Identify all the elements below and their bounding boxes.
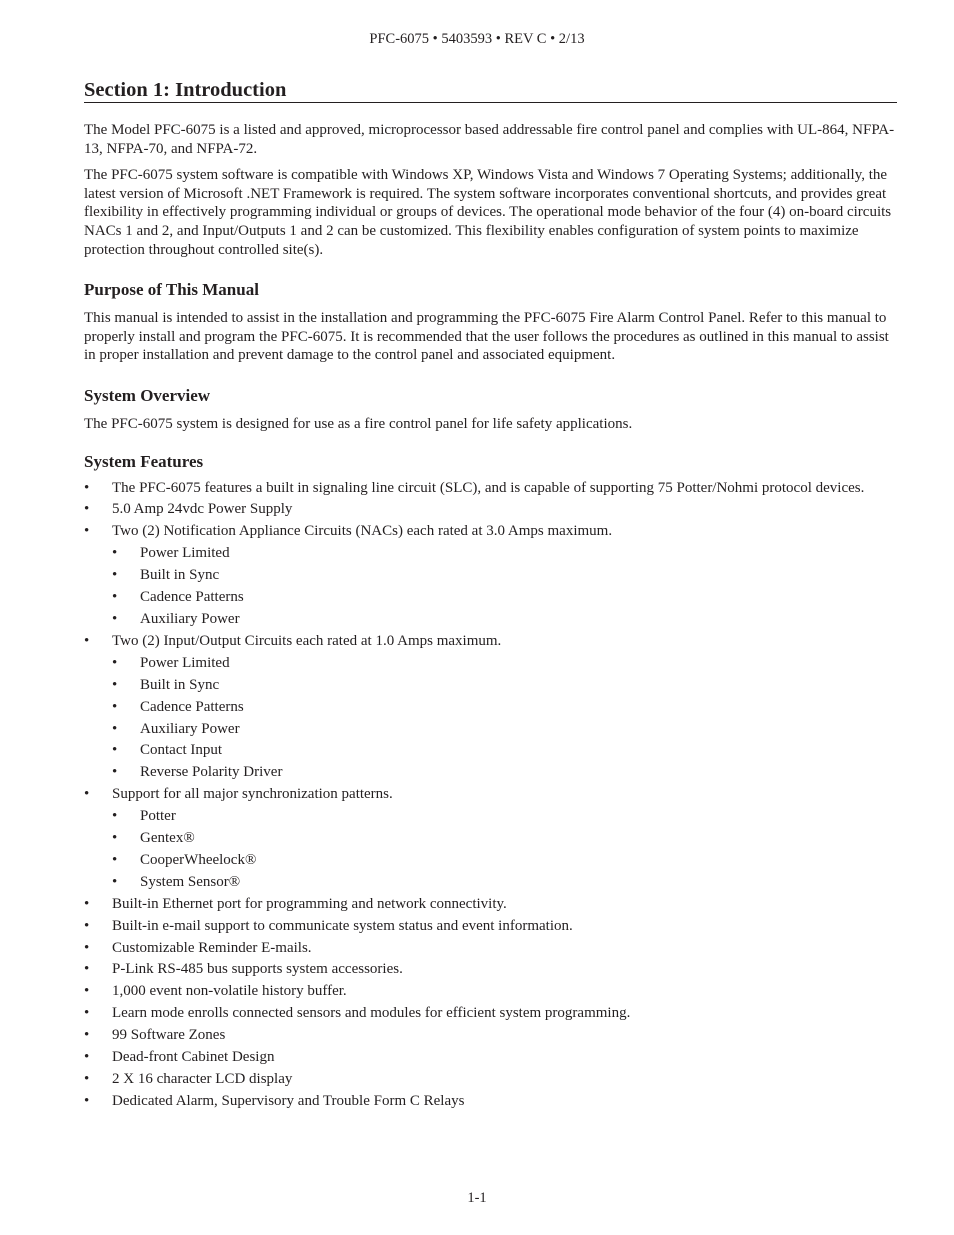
feature-text: 5.0 Amp 24vdc Power Supply <box>112 501 293 518</box>
feature-sub-item <box>112 697 897 719</box>
bullet-icon: • <box>84 895 90 912</box>
feature-text: Built-in Ethernet port for programming and network connectivity. <box>112 895 507 912</box>
purpose-heading: Purpose of This Manual <box>84 280 259 300</box>
feature-sub-item <box>112 653 897 675</box>
page-content <box>84 78 897 1113</box>
bullet-icon: • <box>112 764 118 781</box>
feature-sub-text: Cadence Patterns <box>140 698 244 715</box>
feature-sub-text: Auxiliary Power <box>140 720 240 737</box>
bullet-icon: • <box>112 698 118 715</box>
bullet-icon: • <box>112 676 118 693</box>
overview-heading: System Overview <box>84 385 211 405</box>
feature-item <box>84 1003 897 1025</box>
feature-text: 99 Software Zones <box>112 1027 226 1044</box>
feature-sub-item <box>112 762 897 784</box>
feature-sub-item <box>112 850 897 872</box>
feature-text: Built-in e-mail support to communicate system status and event information. <box>112 917 573 934</box>
feature-sub-list <box>112 543 897 631</box>
feature-item <box>84 521 897 631</box>
feature-item <box>84 499 897 521</box>
bullet-icon: • <box>112 851 118 868</box>
bullet-icon: • <box>84 1092 90 1109</box>
feature-sub-text: Auxiliary Power <box>140 610 240 627</box>
feature-sub-item <box>112 587 897 609</box>
features-list <box>84 478 897 1113</box>
feature-item <box>84 1025 897 1047</box>
bullet-icon: • <box>112 830 118 847</box>
page-number: 1-1 <box>467 1190 487 1206</box>
bullet-icon: • <box>112 610 118 627</box>
intro-paragraph-1: The Model PFC-6075 is a listed and approved, microprocessor based addressable fire control panel and complies with UL-864, NFPA-13, NFPA-70, and NFPA-72. <box>84 122 895 157</box>
bullet-icon: • <box>84 1049 90 1066</box>
bullet-icon: • <box>84 1027 90 1044</box>
bullet-icon: • <box>84 786 90 803</box>
feature-sub-item <box>112 872 897 894</box>
feature-sub-item <box>112 719 897 741</box>
feature-text: 1,000 event non-volatile history buffer. <box>112 983 347 1000</box>
feature-text: Learn mode enrolls connected sensors and modules for efficient system programming. <box>112 1005 631 1022</box>
feature-item <box>84 1069 897 1091</box>
bullet-icon: • <box>84 917 90 934</box>
feature-text: Two (2) Input/Output Circuits each rated at 1.0 Amps maximum. <box>112 632 502 649</box>
bullet-icon: • <box>84 939 90 956</box>
feature-item <box>84 981 897 1003</box>
feature-sub-text: Gentex® <box>140 830 195 847</box>
feature-sub-item <box>112 828 897 850</box>
feature-sub-text: Power Limited <box>140 545 230 562</box>
feature-text: P-Link RS-485 bus supports system accessories. <box>112 961 403 978</box>
bullet-icon: • <box>84 632 90 649</box>
feature-sub-item <box>112 740 897 762</box>
bullet-icon: • <box>112 654 118 671</box>
feature-item <box>84 959 897 981</box>
bullet-icon: • <box>84 523 90 540</box>
bullet-icon: • <box>84 501 90 518</box>
feature-text: 2 X 16 character LCD display <box>112 1071 293 1087</box>
feature-sub-text: Contact Input <box>140 742 223 759</box>
feature-item <box>84 894 897 916</box>
overview-paragraph: The PFC-6075 system is designed for use as a fire control panel for life safety applications. <box>84 415 633 432</box>
bullet-icon: • <box>112 545 118 562</box>
feature-sub-item <box>112 675 897 697</box>
purpose-paragraph: This manual is intended to assist in the installation and programming the PFC-6075 Fire Alarm Control Panel. Refer to this manual to properly install and program the PFC-6075. It is recommended that the user follows the procedures as outlined in this manual to assist in proper installation and prevent damage to the control panel and associated equipment. <box>84 310 889 364</box>
feature-text: Support for all major synchronization patterns. <box>112 786 393 803</box>
bullet-icon: • <box>84 983 90 1000</box>
feature-item <box>84 1091 897 1113</box>
feature-sub-text: System Sensor® <box>140 873 241 890</box>
bullet-icon: • <box>84 1071 90 1087</box>
bullet-icon: • <box>112 873 118 890</box>
page-header: PFC-6075 • 5403593 • REV C • 2/13 <box>369 31 585 47</box>
feature-item <box>84 478 897 500</box>
feature-sub-text: Power Limited <box>140 654 230 671</box>
feature-text: Dead-front Cabinet Design <box>112 1049 275 1066</box>
feature-text: Dedicated Alarm, Supervisory and Trouble Form C Relays <box>112 1092 465 1109</box>
bullet-icon: • <box>84 1005 90 1022</box>
feature-text: Two (2) Notification Appliance Circuits (NACs) each rated at 3.0 Amps maximum. <box>112 523 613 540</box>
bullet-icon: • <box>84 479 90 496</box>
bullet-icon: • <box>112 808 118 825</box>
intro-paragraph-2: The PFC-6075 system software is compatible with Windows XP, Windows Vista and Windows 7 Operating Systems; additionally, the latest version of Microsoft .NET Framework is required. The system software incorporates conventional shortcuts, and provides great flexibility in effectively programming individual or groups of devices. The operational mode behavior of the four (4) on-board circuits NACs 1 and 2, and Input/Outputs 1 and 2 can be customized. This flexibility enables configuration of system points to maximize protection throughout controlled site(s). <box>84 167 892 258</box>
feature-sub-item <box>112 806 897 828</box>
bullet-icon: • <box>112 742 118 759</box>
bullet-icon: • <box>112 567 118 584</box>
feature-sub-text: Potter <box>140 808 176 825</box>
feature-sub-text: Cadence Patterns <box>140 589 244 606</box>
feature-item <box>84 1047 897 1069</box>
bullet-icon: • <box>112 720 118 737</box>
section-title: Section 1: Introduction <box>84 78 897 103</box>
feature-sub-item <box>112 609 897 631</box>
feature-sub-item <box>112 565 897 587</box>
bullet-icon: • <box>112 589 118 606</box>
feature-item <box>84 784 897 894</box>
features-heading: System Features <box>84 451 204 471</box>
feature-sub-text: Built in Sync <box>140 676 220 693</box>
feature-item <box>84 916 897 938</box>
feature-text: Customizable Reminder E-mails. <box>112 939 312 956</box>
feature-text: The PFC-6075 features a built in signaling line circuit (SLC), and is capable of supporting 75 Potter/Nohmi protocol devices. <box>112 479 865 496</box>
feature-sub-text: Reverse Polarity Driver <box>140 764 283 781</box>
feature-sub-list <box>112 653 897 784</box>
feature-sub-text: CooperWheelock® <box>140 851 257 868</box>
feature-sub-list <box>112 806 897 894</box>
bullet-icon: • <box>84 961 90 978</box>
feature-sub-item <box>112 543 897 565</box>
feature-item <box>84 631 897 784</box>
feature-sub-text: Built in Sync <box>140 567 220 584</box>
feature-item <box>84 938 897 960</box>
